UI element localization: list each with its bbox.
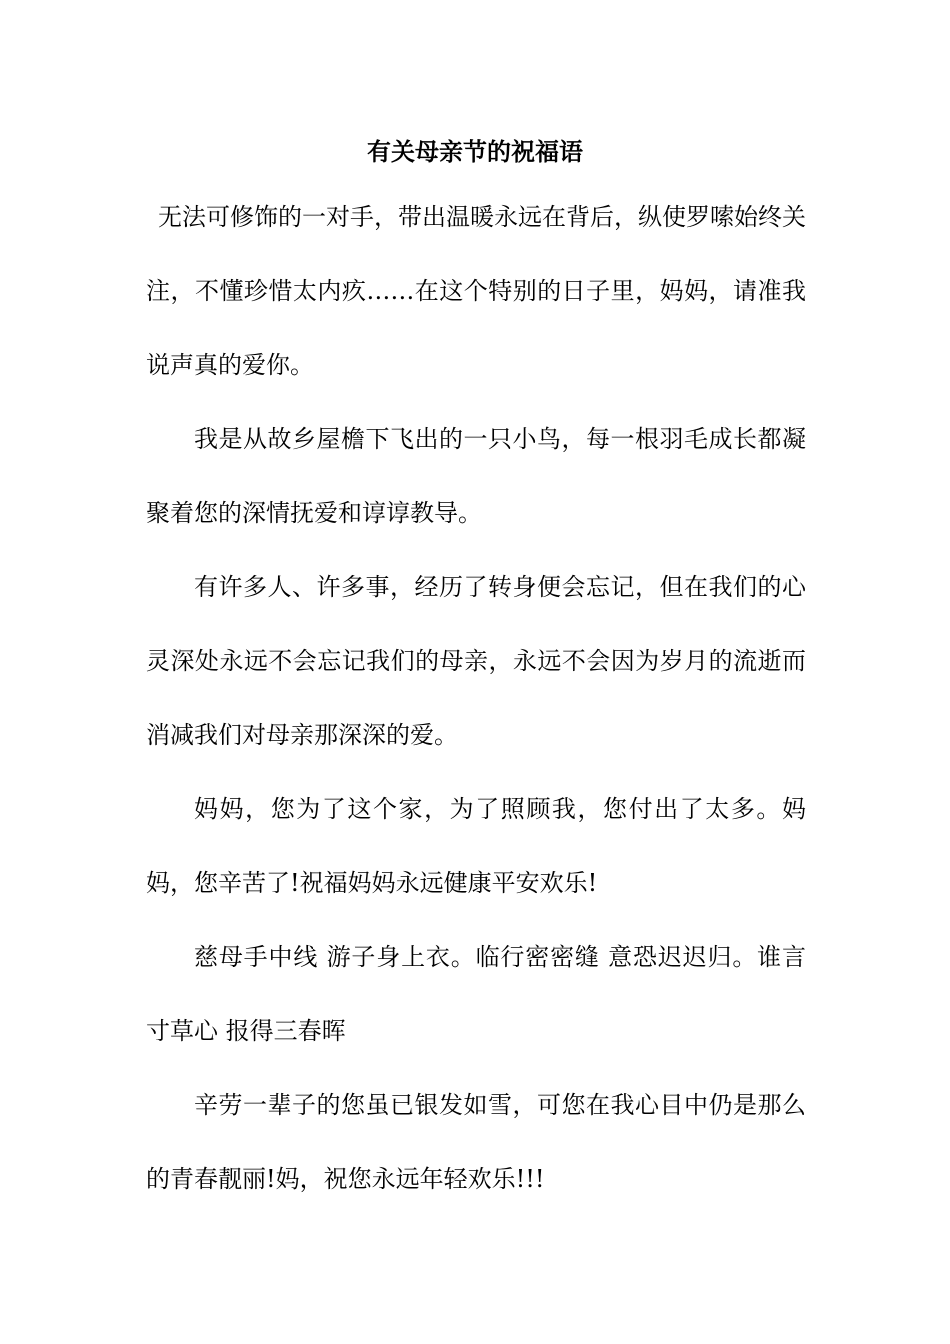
paragraph-2: 我是从故乡屋檐下飞出的一只小鸟，每一根羽毛成长都凝聚着您的深情抚爱和谆谆教导。	[146, 425, 806, 527]
paragraph-1: 无法可修饰的一对手，带出温暖永远在背后，纵使罗嗦始终关注，不懂珍惜太内疚……在这个特别的日子里，妈妈，请准我说声真的爱你。	[146, 203, 806, 379]
paragraph-3: 有许多人、许多事，经历了转身便会忘记，但在我们的心灵深处永远不会忘记我们的母亲，永远不会因为岁月的流逝而消减我们对母亲那深深的爱。	[146, 573, 806, 749]
paragraph-5: 慈母手中线 游子身上衣。临行密密缝 意恐迟迟归。谁言寸草心 报得三春晖	[146, 943, 806, 1045]
document-body	[146, 180, 806, 1216]
paragraph-6: 辛劳一辈子的您虽已银发如雪，可您在我心目中仍是那么的青春靓丽!妈，祝您永远年轻欢乐!!!	[146, 1091, 806, 1193]
paragraph-4: 妈妈，您为了这个家，为了照顾我，您付出了太多。妈妈，您辛苦了!祝福妈妈永远健康平安欢乐!	[146, 795, 806, 897]
document-title: 有关母亲节的祝福语	[367, 137, 583, 166]
